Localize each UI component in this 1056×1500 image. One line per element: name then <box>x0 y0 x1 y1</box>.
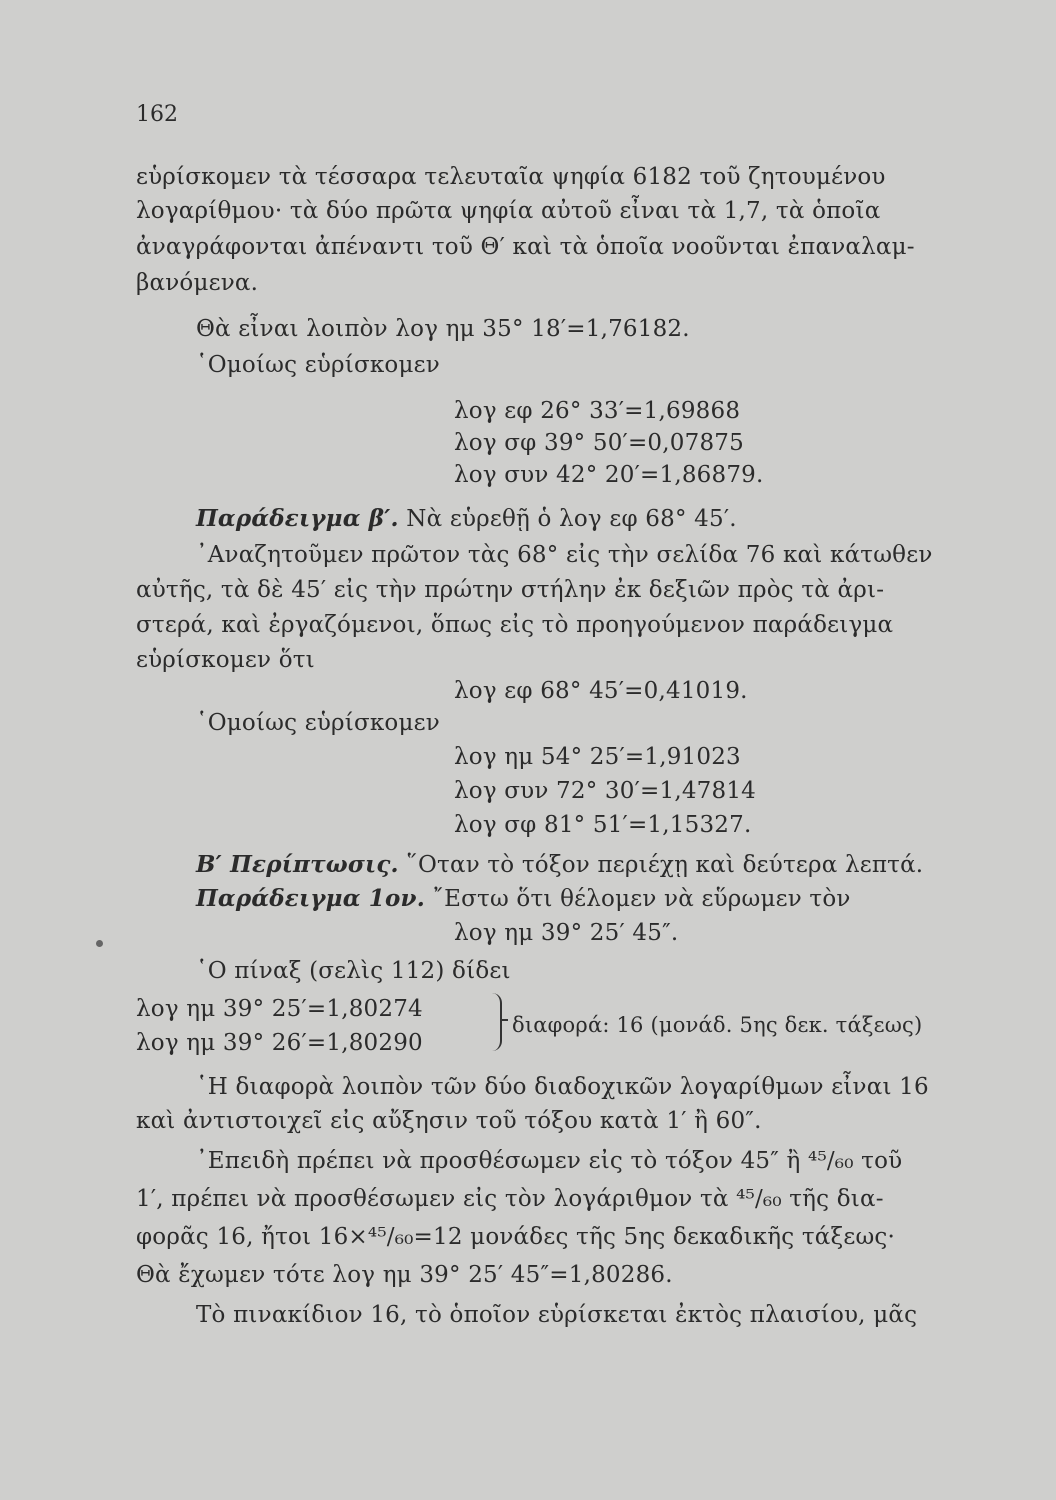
text-line: αὐτῆς, τὰ δὲ 45′ εἰς τὴν πρώτην στήλην ἐκ δεξιῶν πρὸς τὰ ἀρι- <box>136 577 885 603</box>
example-b-text: Νὰ εὑρεθῇ ὁ λογ εφ 68° 45′. <box>406 506 737 532</box>
page-number: 162 <box>136 102 178 127</box>
brace <box>486 993 502 1051</box>
text-line: Θὰ ἔχωμεν τότε λογ ημ 39° 25′ 45″=1,80286. <box>136 1262 673 1288</box>
text-line: καὶ ἀντιστοιχεῖ εἰς αὔξησιν τοῦ τόξου κατὰ 1′ ἢ 60″. <box>136 1108 762 1134</box>
example-1-text: ῎Εστω ὅτι θέλομεν νὰ εὕρωμεν τὸν <box>432 886 851 912</box>
formula-line: λογ συν 42° 20′=1,86879. <box>454 462 764 488</box>
formula-line: λογ ημ 39° 26′=1,80290 <box>136 1030 423 1056</box>
text-line: ᾽Επειδὴ πρέπει νὰ προσθέσωμεν εἰς τὸ τόξον 45″ ἢ ⁴⁵/₆₀ τοῦ <box>196 1148 903 1174</box>
text-line: 1′, πρέπει νὰ προσθέσωμεν εἰς τὸν λογάριθμον τὰ ⁴⁵/₆₀ τῆς δια- <box>136 1186 884 1212</box>
ink-dot <box>96 940 103 947</box>
text-line: ῾Η διαφορὰ λοιπὸν τῶν δύο διαδοχικῶν λογαρίθμων εἶναι 16 <box>196 1074 929 1100</box>
formula-line: λογ συν 72° 30′=1,47814 <box>454 778 757 804</box>
case-b-text: ῞Οταν τὸ τόξον περιέχῃ καὶ δεύτερα λεπτά. <box>406 852 924 878</box>
example-1-title: Παράδειγμα 1ον. <box>196 885 425 912</box>
formula-line: λογ σφ 81° 51′=1,15327. <box>454 812 752 838</box>
example-b-title: Παράδειγμα β′. <box>196 505 399 532</box>
formula-line: λογ εφ 68° 45′=0,41019. <box>454 678 748 704</box>
text-line: Θὰ εἶναι λοιπὸν λογ ημ 35° 18′=1,76182. <box>196 316 690 342</box>
formula-line: λογ ημ 39° 25′=1,80274 <box>136 996 423 1022</box>
text-line: ῾Ομοίως εὑρίσκομεν <box>196 710 440 736</box>
text-line: φορᾶς 16, ἤτοι 16×⁴⁵/₆₀=12 μονάδες τῆς 5ης δεκαδικῆς τάξεως· <box>136 1224 896 1250</box>
formula-line: λογ σφ 39° 50′=0,07875 <box>454 430 744 456</box>
example-heading <box>196 504 737 534</box>
text-line: ἀναγράφονται ἀπέναντι τοῦ Θ′ καὶ τὰ ὁποῖα νοοῦνται ἐπαναλαμ- <box>136 234 915 260</box>
text-line: ᾽Αναζητοῦμεν πρῶτον τὰς 68° εἰς τὴν σελίδα 76 καὶ κάτωθεν <box>196 542 933 568</box>
formula-line: λογ εφ 26° 33′=1,69868 <box>454 398 741 424</box>
text-line: εὑρίσκομεν ὅτι <box>136 647 315 673</box>
difference-note: διαφορά: 16 (μονάδ. 5ης δεκ. τάξεως) <box>512 1013 923 1037</box>
text-line: στερά, καὶ ἐργαζόμενοι, ὅπως εἰς τὸ προηγούμενον παράδειγμα <box>136 612 894 638</box>
formula-line: λογ ημ 39° 25′ 45″. <box>454 920 679 946</box>
text-line: λογαρίθμου· τὰ δύο πρῶτα ψηφία αὐτοῦ εἶναι τὰ 1,7, τὰ ὁποῖα <box>136 198 881 224</box>
case-b-title: Β′ Περίπτωσις. <box>196 851 399 878</box>
text-line: ῾Ο πίναξ (σελὶς 112) δίδει <box>196 958 511 984</box>
text-line: Τὸ πινακίδιον 16, τὸ ὁποῖον εὑρίσκεται ἐκτὸς πλαισίου, μᾶς <box>196 1302 918 1328</box>
formula-line: λογ ημ 54° 25′=1,91023 <box>454 744 741 770</box>
case-heading <box>196 850 923 880</box>
text-line: εὑρίσκομεν τὰ τέσσαρα τελευταῖα ψηφία 6182 τοῦ ζητουμένου <box>136 164 886 190</box>
text-line: ῾Ομοίως εὑρίσκομεν <box>196 352 440 378</box>
text-line: βανόμενα. <box>136 270 259 296</box>
example-heading <box>196 884 851 914</box>
